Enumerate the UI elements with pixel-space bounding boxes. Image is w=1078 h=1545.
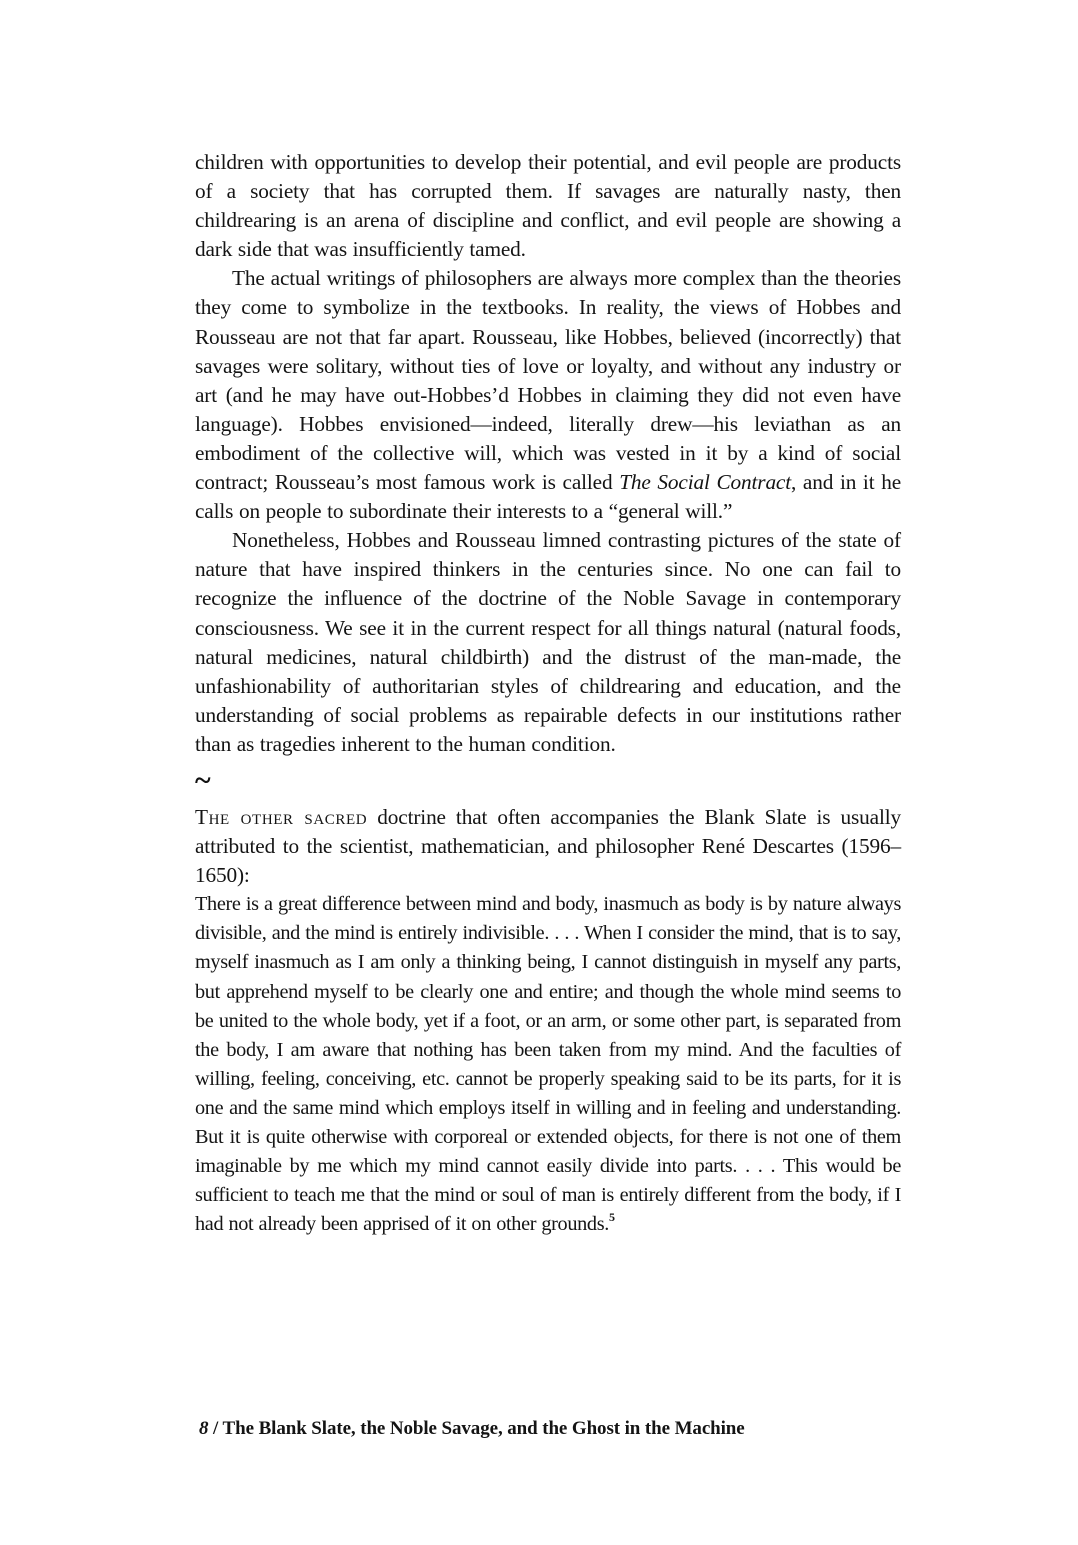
paragraph	[195, 526, 901, 759]
paragraph-text: children with opportunities to develop their potential, and evil people are products of a society that has corrupted them. If savages are naturally nasty, then childrearing is an arena of discipline and conflict, and evil people are showing a dark side that was insufficiently tamed.	[195, 150, 901, 262]
running-title: The Blank Slate, the Noble Savage, and the Ghost in the Machine	[222, 1418, 745, 1439]
page-number: 8	[199, 1418, 209, 1439]
blockquote-text: There is a great difference between mind and body, inasmuch as body is by nature always divisible, and the mind is entirely indivisible. . . . When I consider the mind, that is to say, myself inasmuch as I am only a thinking being, I cannot distinguish in myself any parts, but apprehend myself to be clearly one and entire; and though the whole mind seems to be united to the whole body, yet if a foot, or an arm, or some other part, is separated from the body, I am aware that nothing has been taken from my mind. And the faculties of willing, feeling, conceiving, etc. cannot be properly speaking said to be its parts, for it is one and the same mind which employs itself in willing and in feeling and understanding. But it is quite otherwise with corporeal or extended objects, for there is not one of them imaginable by me which my mind cannot easily divide into parts. . . . This would be sufficient to teach me that the mind or soul of man is entirely different from the body, if I had not already been apprised of it on other grounds.	[195, 893, 901, 1236]
paragraph	[195, 264, 901, 526]
section-lead-in: The other sacred	[195, 804, 368, 829]
paragraph-text: The actual writings of philosophers are always more complex than the theories they come to symbolize in the textbooks. In reality, the views of Hobbes and Rousseau are not that far apart. Rousseau, like Hobbes, believed (incorrectly) that savages were solitary, without ties of love or loyalty, and without any industry or art (and he may have out-Hobbes’d Hobbes in claiming they did not even have language). Hobbes envisioned—indeed, literally drew—his leviathan as an embodiment of the collective will, which was vested in it by a kind of social contract; Rousseau’s most famous work is called	[195, 266, 901, 495]
body-text	[195, 148, 901, 1239]
paragraph-list	[195, 148, 901, 759]
section-paragraph-text: doctrine that often accompanies the Blank Slate is usually attributed to the scientist, mathematician, and philosopher René Descartes (1596–1650):	[195, 804, 901, 888]
descartes-blockquote	[195, 890, 901, 1239]
paragraph-text: , and in it he calls on people to subordinate their interests to a “general will.”	[195, 470, 901, 524]
book-title-italic: The Social Contract	[619, 470, 792, 495]
paragraph-text: Nonetheless, Hobbes and Rousseau limned contrasting pictures of the state of nature that have inspired thinkers in the centuries since. No one can fail to recognize the influence of the doctrine of the Noble Savage in contemporary consciousness. We see it in the current respect for all things natural (natural foods, natural medicines, natural childbirth) and the distrust of the man-made, the unfashionability of authoritarian styles of childrearing and education, and the understanding of social problems as repairable defects in our institutions rather than as tragedies inherent to the human condition.	[195, 528, 901, 756]
paragraph	[195, 148, 901, 264]
running-footer	[199, 1418, 745, 1440]
section-paragraph	[195, 803, 901, 890]
section-break-ornament: ~	[195, 763, 211, 797]
footer-separator: /	[208, 1418, 223, 1439]
footnote-reference: 5	[609, 1210, 615, 1225]
